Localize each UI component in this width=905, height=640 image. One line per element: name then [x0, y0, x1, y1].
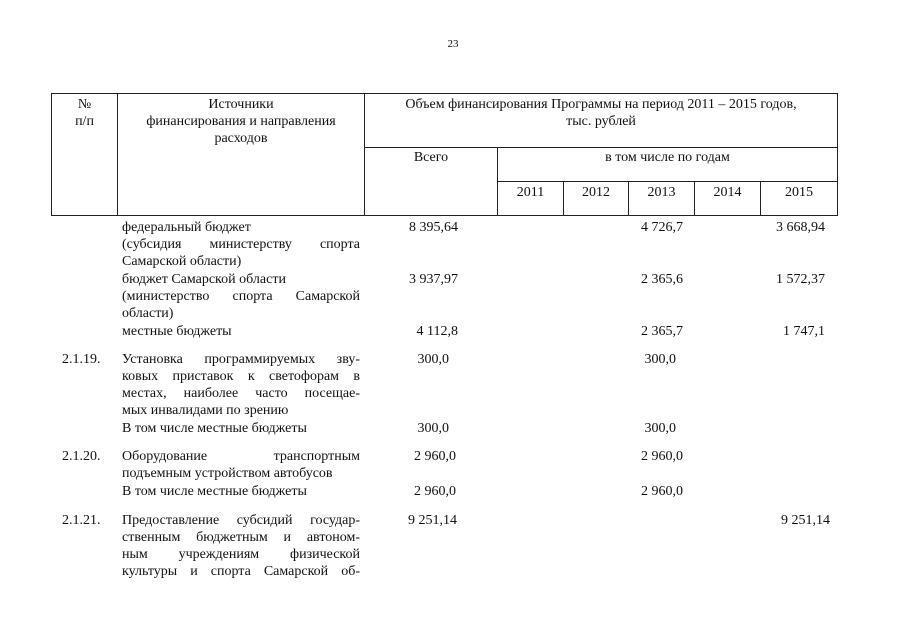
description-line: Самарской области) [122, 254, 242, 269]
header-year-2013: 2013 [647, 185, 676, 200]
row-description [122, 271, 360, 322]
row-number: 2.1.21. [62, 513, 101, 528]
header-bottom-border [51, 215, 838, 216]
header-total: Всего [413, 150, 449, 165]
row-number: 2.1.19. [62, 352, 101, 367]
description-line: ственным бюджетным и автоном- [122, 530, 360, 545]
description-line: В том числе местные бюджеты [122, 484, 307, 499]
header-sources-line2: финансирования и направления [146, 114, 336, 129]
header-year-2011: 2011 [516, 185, 545, 200]
description-line: бюджет Самарской области [122, 272, 286, 287]
row-2015: 1 572,37 [776, 272, 825, 287]
row-total: 300,0 [417, 352, 449, 367]
description-line: подъемным устройством автобусов [122, 466, 333, 481]
description-line: Оборудование транспортным [122, 449, 360, 464]
header-top-border [51, 93, 838, 94]
description-line: (министерство спорта Самарской [122, 289, 360, 304]
header-sources-line1: Источники [208, 97, 274, 112]
row-description [122, 323, 360, 340]
description-line: Предоставление субсидий государ- [122, 513, 360, 528]
description-line: федеральный бюджет [122, 220, 251, 235]
description-line: ковых приставок к светофорам в [122, 369, 360, 384]
description-line: местах, наиболее часто посещае- [122, 386, 360, 401]
description-line: (субсидия министерству спорта [122, 237, 360, 252]
page-number: 23 [447, 38, 459, 50]
row-total: 4 112,8 [416, 324, 458, 339]
row-description [122, 483, 360, 500]
description-line: мых инвалидами по зрению [122, 403, 289, 418]
row-total: 8 395,64 [409, 220, 458, 235]
header-year-2012: 2012 [582, 185, 610, 200]
header-by-years: в том числе по годам [605, 150, 730, 165]
row-total: 9 251,14 [408, 513, 457, 528]
description-line: культуры и спорта Самарской об- [122, 564, 360, 579]
header-sub-border [364, 147, 838, 148]
row-total: 3 937,97 [409, 272, 458, 287]
row-description [122, 512, 360, 580]
row-2013: 300,0 [644, 352, 676, 367]
row-2013: 2 960,0 [641, 484, 683, 499]
row-2013: 300,0 [644, 421, 676, 436]
description-line: Установка программируемых зву- [122, 352, 360, 367]
header-year-2014: 2014 [713, 185, 742, 200]
row-2015: 3 668,94 [776, 220, 825, 235]
row-description [122, 219, 360, 270]
row-2015: 9 251,14 [781, 513, 830, 528]
description-line: области) [122, 306, 174, 321]
row-total: 2 960,0 [414, 449, 456, 464]
row-2013: 2 960,0 [641, 449, 683, 464]
row-total: 2 960,0 [414, 484, 456, 499]
description-line: ным учреждениям физической [122, 547, 360, 562]
header-volume-line2: тыс. рублей [566, 114, 636, 129]
row-total: 300,0 [417, 421, 449, 436]
row-number: 2.1.20. [62, 449, 101, 464]
header-right-border [837, 93, 838, 216]
row-description [122, 351, 360, 419]
row-description [122, 420, 360, 437]
row-description [122, 448, 360, 482]
description-line: местные бюджеты [122, 324, 232, 339]
header-no-line2: п/п [75, 114, 94, 129]
row-2013: 2 365,6 [641, 272, 683, 287]
row-2013: 4 726,7 [641, 220, 683, 235]
header-sources-line3: расходов [214, 131, 268, 146]
header-volume-line1: Объем финансирования Программы на период 2011 – 2015 годов, [405, 97, 797, 112]
row-2013: 2 365,7 [641, 324, 683, 339]
header-year-2015: 2015 [785, 185, 813, 200]
description-line: В том числе местные бюджеты [122, 421, 307, 436]
row-2015: 1 747,1 [783, 324, 825, 339]
header-years-border [497, 181, 838, 182]
header-no-line1: № [77, 97, 92, 112]
